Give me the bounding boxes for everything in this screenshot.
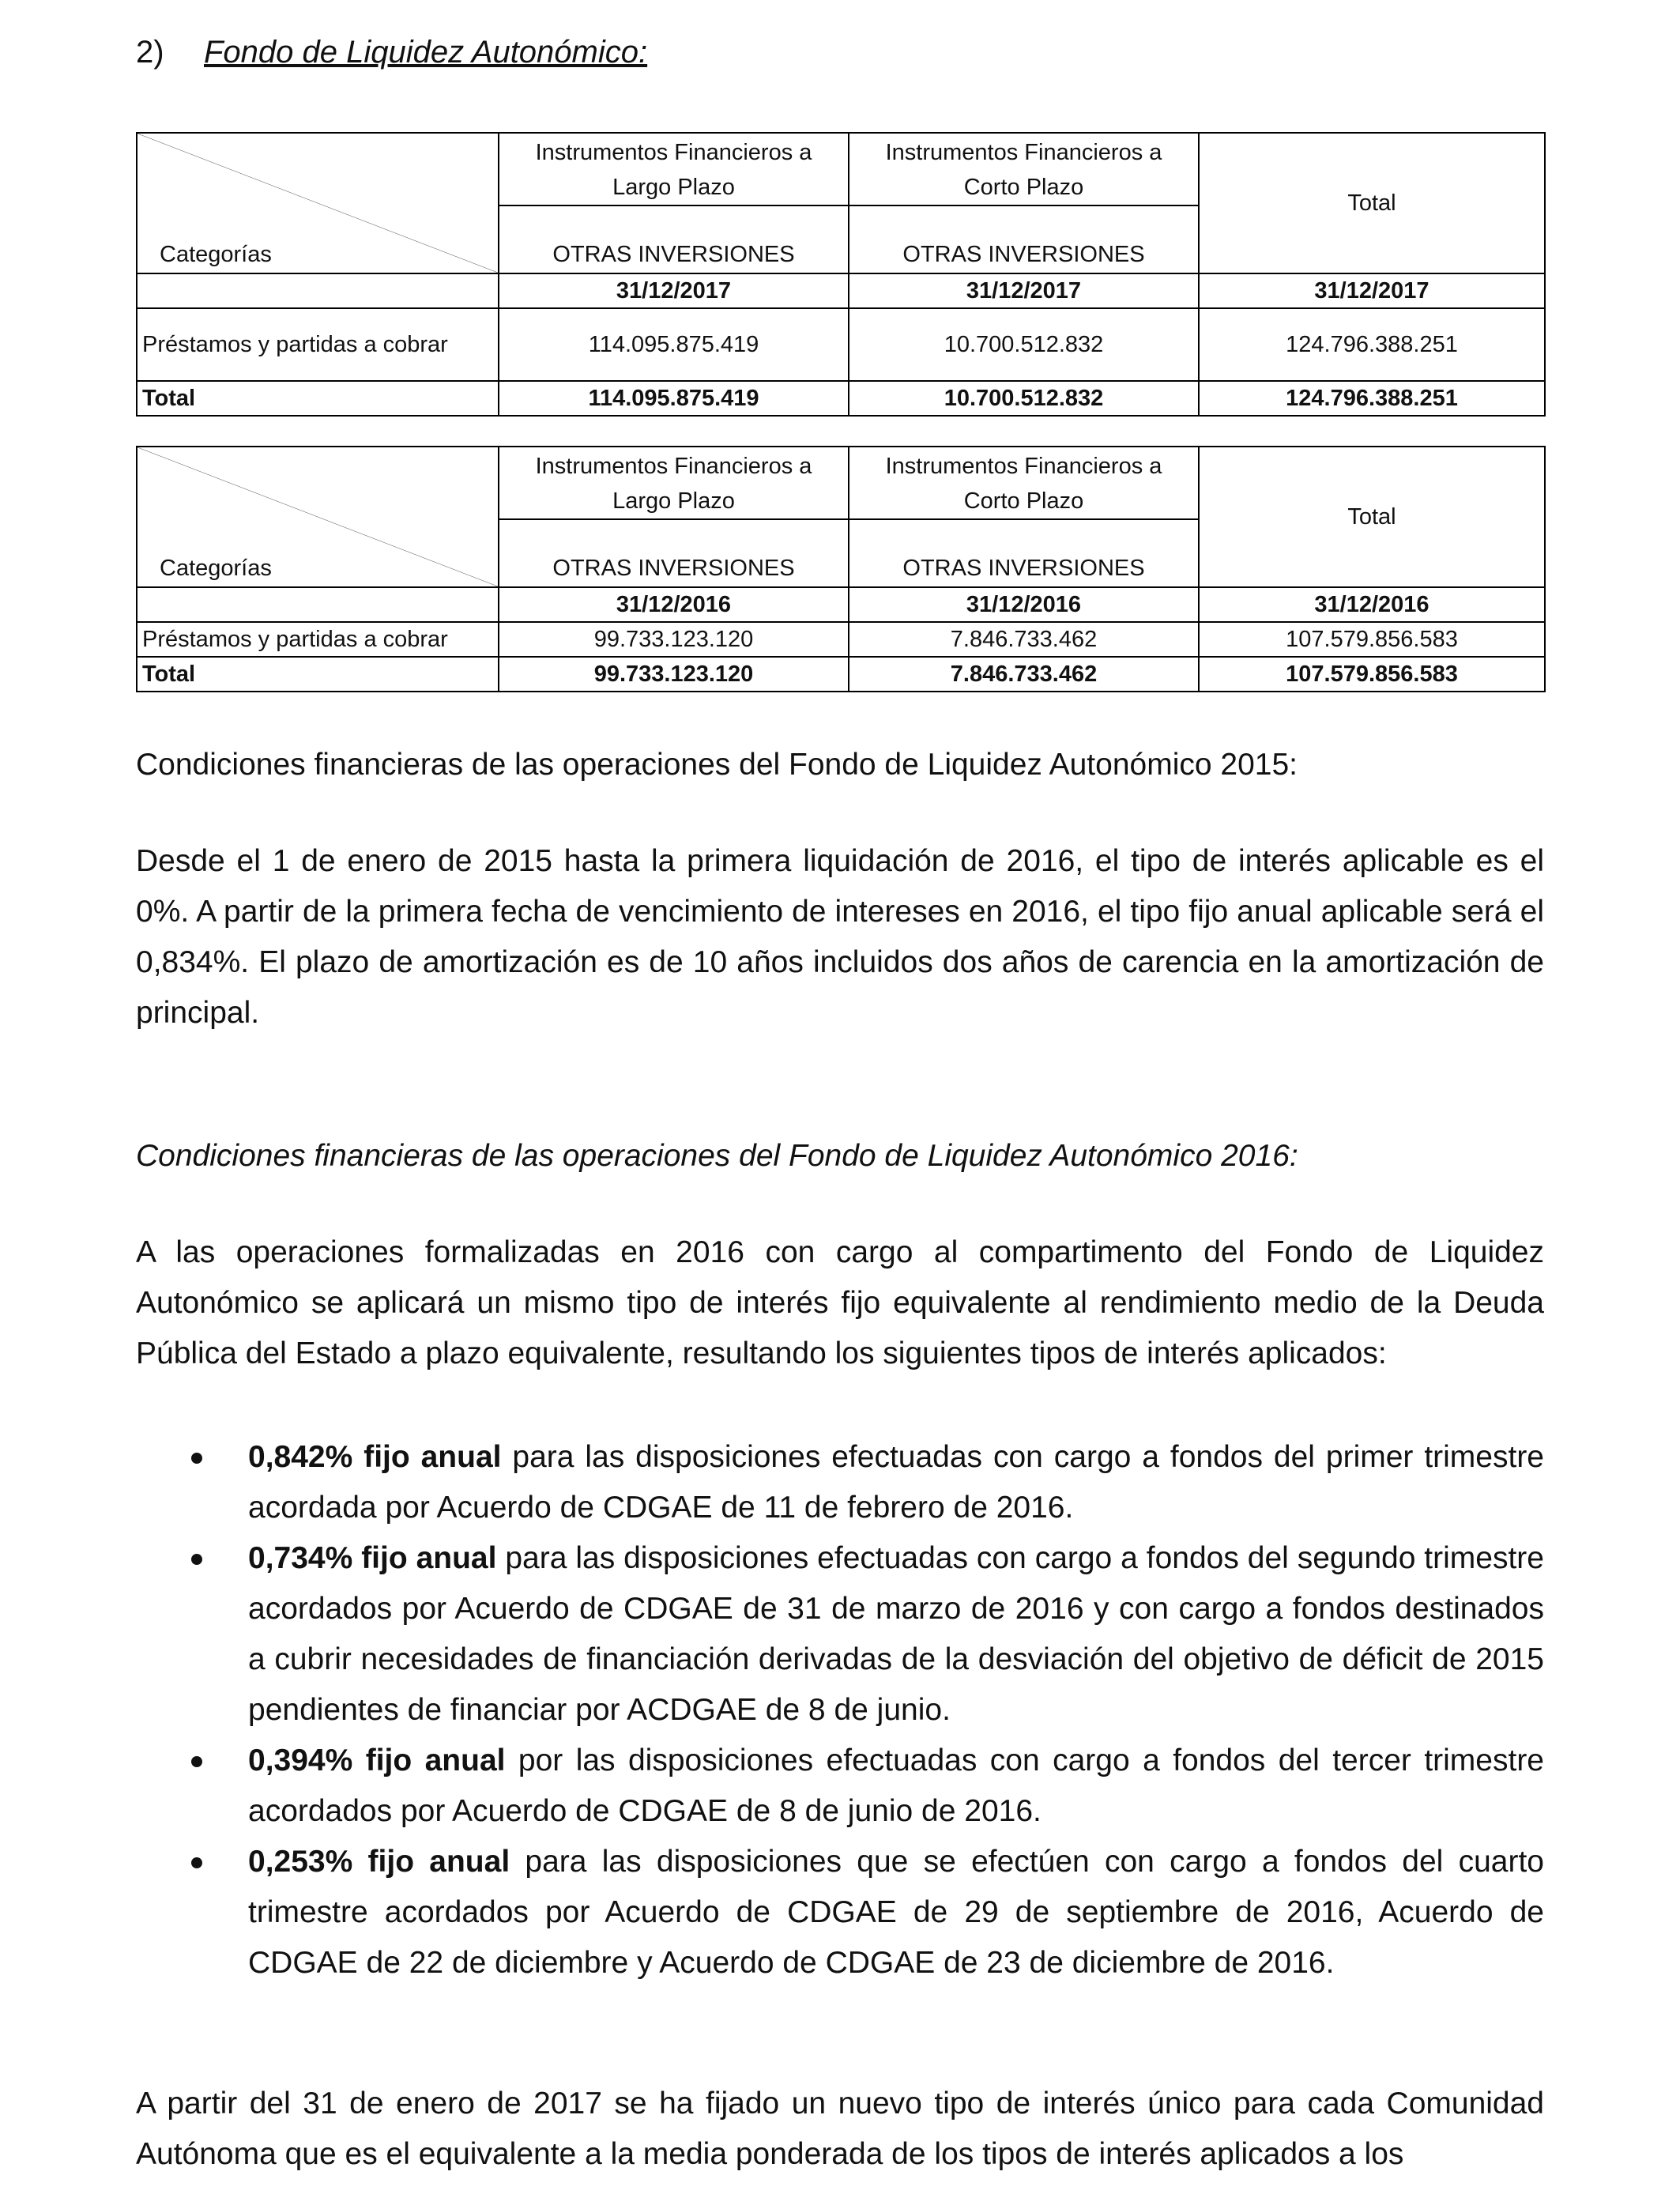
date-col2: 31/12/2016	[849, 587, 1199, 622]
total-total: 124.796.388.251	[1199, 381, 1545, 416]
rate-value: 0,842% fijo anual	[248, 1440, 502, 1474]
total-label: Total	[137, 657, 499, 692]
row-col1: 99.733.123.120	[499, 622, 849, 657]
section-number: 2)	[136, 35, 164, 70]
bullet-icon	[191, 1756, 202, 1767]
conditions-2015-title: Condiciones financieras de las operaciones del Fondo de Liquidez Autonómico 2015:	[136, 748, 1298, 782]
corner-cell	[137, 447, 499, 587]
bullet-icon	[191, 1453, 202, 1464]
section-title: Fondo de Liquidez Autonómico:	[204, 35, 648, 70]
conditions-2016-title: Condiciones financieras de las operaciones del Fondo de Liquidez Autonómico 2016:	[136, 1139, 1298, 1173]
fla-table-2016	[136, 446, 1546, 692]
conditions-2015-body: Desde el 1 de enero de 2015 hasta la primera liquidación de 2016, el tipo de interés aplicable es el 0%. A partir de la primera fecha de vencimiento de intereses en 2016, el tipo fijo anual aplicable será el 0,834%. El plazo de amortización es de 10 años incluidos dos años de carencia en la amortización de principal.	[136, 844, 1544, 1030]
row-col2: 10.700.512.832	[849, 308, 1199, 381]
total-col2: 10.700.512.832	[849, 381, 1199, 416]
closing-paragraph: A partir del 31 de enero de 2017 se ha fijado un nuevo tipo de interés único para cada Comunidad Autónoma que es el equivalente a la media ponderada de los tipos de interés aplicados a los	[136, 2087, 1544, 2171]
col2-subheader: OTRAS INVERSIONES	[849, 519, 1199, 587]
total-total: 107.579.856.583	[1199, 657, 1545, 692]
diagonal-line	[137, 447, 498, 586]
corner-label: Categorías	[160, 556, 272, 581]
rate-value: 0,394% fijo anual	[248, 1744, 506, 1777]
fla-table-2017	[136, 132, 1546, 417]
col2-header: Instrumentos Financieros a Corto Plazo	[849, 447, 1199, 519]
total-col2: 7.846.733.462	[849, 657, 1199, 692]
row-label: Préstamos y partidas a cobrar	[137, 308, 499, 381]
rate-description: para las disposiciones efectuadas con cargo a fondos del primer trimestre acordada por Acuerdo de CDGAE de 11 de febrero de 2016.	[248, 1440, 1544, 1525]
col1-header: Instrumentos Financieros a Largo Plazo	[499, 447, 849, 519]
table-total-row	[137, 381, 1545, 416]
list-item	[136, 1533, 1544, 1736]
row-total: 107.579.856.583	[1199, 622, 1545, 657]
col1-subheader: OTRAS INVERSIONES	[499, 519, 849, 587]
table-header-row	[137, 133, 1545, 205]
rate-description: para las disposiciones que se efectúen con cargo a fondos del cuarto trimestre acordados por Acuerdo de CDGAE de 29 de septiembre de 2016, Acuerdo de CDGAE de 22 de diciembre y Acuerdo de CDGAE de 23 de diciembre de 2016.	[248, 1845, 1544, 1980]
rate-value: 0,253% fijo anual	[248, 1845, 510, 1879]
total-col1: 114.095.875.419	[499, 381, 849, 416]
bullet-icon	[191, 1554, 202, 1565]
total-label: Total	[137, 381, 499, 416]
date-row-label	[137, 273, 499, 308]
col1-header: Instrumentos Financieros a Largo Plazo	[499, 133, 849, 205]
corner-cell	[137, 133, 499, 273]
rate-value: 0,734% fijo anual	[248, 1541, 497, 1575]
row-total: 124.796.388.251	[1199, 308, 1545, 381]
rate-description: para las disposiciones efectuadas con cargo a fondos del segundo trimestre acordados por Acuerdo de CDGAE de 31 de marzo de 2016 y con cargo a fondos destinados a cubrir necesidades de financiación derivadas de la desviación del objetivo de déficit de 2015 pendientes de financiar por ACDGAE de 8 de junio.	[248, 1541, 1544, 1727]
table-row	[137, 622, 1545, 657]
date-total: 31/12/2016	[1199, 587, 1545, 622]
bullet-icon	[191, 1857, 202, 1868]
list-item	[136, 1432, 1544, 1533]
col2-subheader: OTRAS INVERSIONES	[849, 205, 1199, 273]
date-col1: 31/12/2016	[499, 587, 849, 622]
conditions-2016-intro: A las operaciones formalizadas en 2016 con cargo al compartimento del Fondo de Liquidez Autonómico se aplicará un mismo tipo de interés fijo equivalente al rendimiento medio de la Deuda Pública del Estado a plazo equivalente, resultando los siguientes tipos de interés aplicados:	[136, 1235, 1544, 1370]
diagonal-line	[137, 134, 498, 273]
row-label: Préstamos y partidas a cobrar	[137, 622, 499, 657]
table-row	[137, 308, 1545, 381]
table-date-row	[137, 273, 1545, 308]
list-item	[136, 1736, 1544, 1837]
table-total-row	[137, 657, 1545, 692]
total-header: Total	[1199, 133, 1545, 273]
list-item	[136, 1837, 1544, 1989]
col2-header: Instrumentos Financieros a Corto Plazo	[849, 133, 1199, 205]
table-date-row	[137, 587, 1545, 622]
date-total: 31/12/2017	[1199, 273, 1545, 308]
row-col2: 7.846.733.462	[849, 622, 1199, 657]
rate-description: por las disposiciones efectuadas con cargo a fondos del tercer trimestre acordados por Acuerdo de CDGAE de 8 de junio de 2016.	[248, 1744, 1544, 1828]
table-header-row	[137, 447, 1545, 519]
date-col1: 31/12/2017	[499, 273, 849, 308]
total-header: Total	[1199, 447, 1545, 587]
total-col1: 99.733.123.120	[499, 657, 849, 692]
row-col1: 114.095.875.419	[499, 308, 849, 381]
col1-subheader: OTRAS INVERSIONES	[499, 205, 849, 273]
corner-label: Categorías	[160, 242, 272, 267]
date-col2: 31/12/2017	[849, 273, 1199, 308]
date-row-label	[137, 587, 499, 622]
section-heading	[136, 33, 647, 71]
interest-rate-list	[136, 1432, 1544, 1989]
